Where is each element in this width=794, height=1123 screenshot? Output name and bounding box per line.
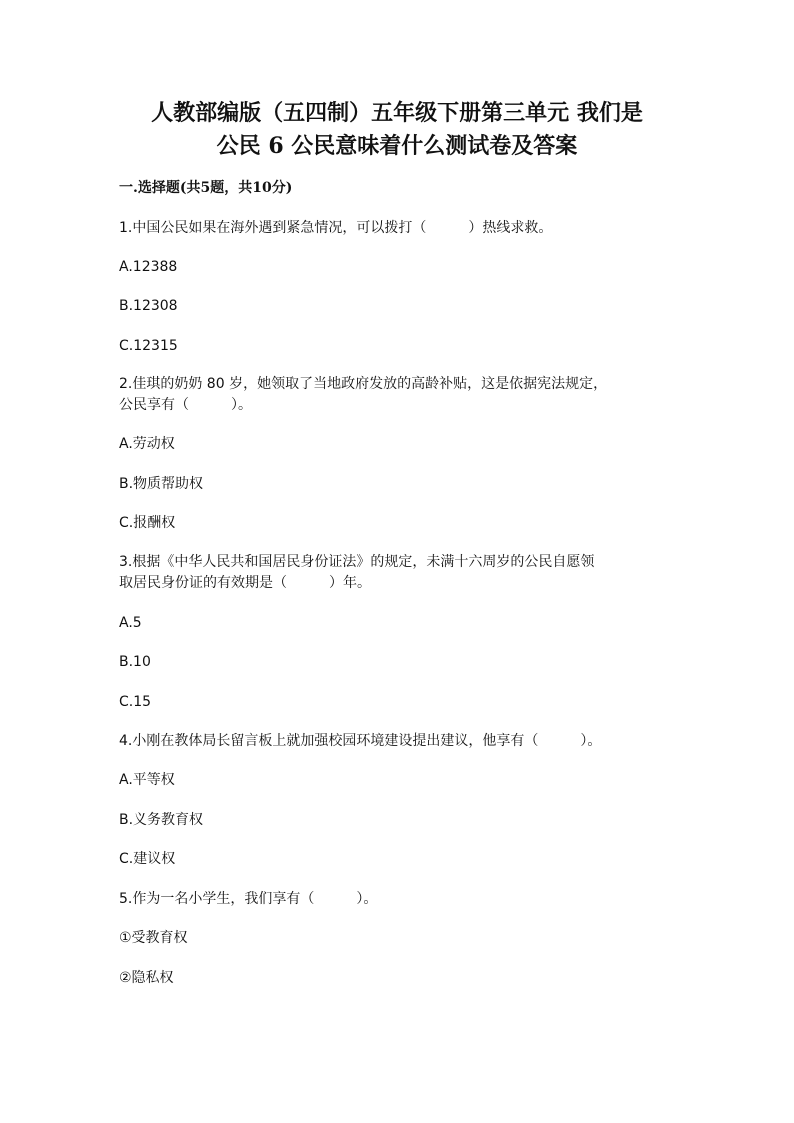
question-2-stem-line-2: 公民享有（ ）。 — [119, 397, 252, 413]
question-4-option-b: B.义务教育权 — [119, 812, 204, 828]
question-4-option-c: C.建议权 — [119, 851, 176, 867]
section-heading: 一.选择题(共5题，共10分) — [119, 180, 293, 196]
question-2-option-a: A.劳动权 — [119, 436, 175, 452]
question-2-stem-line-1: 2.佳琪的奶奶 80 岁，她领取了当地政府发放的高龄补贴，这是依据宪法规定， — [119, 376, 608, 392]
question-1-option-b: B.12308 — [119, 298, 178, 314]
question-2-option-c: C.报酬权 — [119, 515, 176, 531]
question-5-option-1: ①受教育权 — [119, 930, 188, 946]
question-4-option-a: A.平等权 — [119, 772, 175, 788]
question-3-option-a: A.5 — [119, 615, 142, 631]
document-title-line-2: 公民 6 公民意味着什么测试卷及答案 — [216, 133, 578, 159]
question-2-option-b: B.物质帮助权 — [119, 476, 204, 492]
question-3-option-b: B.10 — [119, 654, 151, 670]
question-5-stem: 5.作为一名小学生，我们享有（ ）。 — [119, 891, 378, 907]
question-5-option-2: ②隐私权 — [119, 970, 174, 986]
question-1-option-a: A.12388 — [119, 259, 178, 275]
document-title-line-1: 人教部编版（五四制）五年级下册第三单元 我们是 — [151, 100, 643, 126]
question-3-stem-line-2: 取居民身份证的有效期是（ ）年。 — [119, 575, 371, 591]
question-1-stem: 1.中国公民如果在海外遇到紧急情况，可以拨打（ ）热线求救。 — [119, 220, 553, 236]
question-3-stem-line-1: 3.根据《中华人民共和国居民身份证法》的规定，未满十六周岁的公民自愿领 — [119, 554, 595, 570]
question-1-option-c: C.12315 — [119, 338, 178, 354]
question-4-stem: 4.小刚在教体局长留言板上就加强校园环境建设提出建议，他享有（ ）。 — [119, 733, 602, 749]
question-3-option-c: C.15 — [119, 694, 152, 710]
